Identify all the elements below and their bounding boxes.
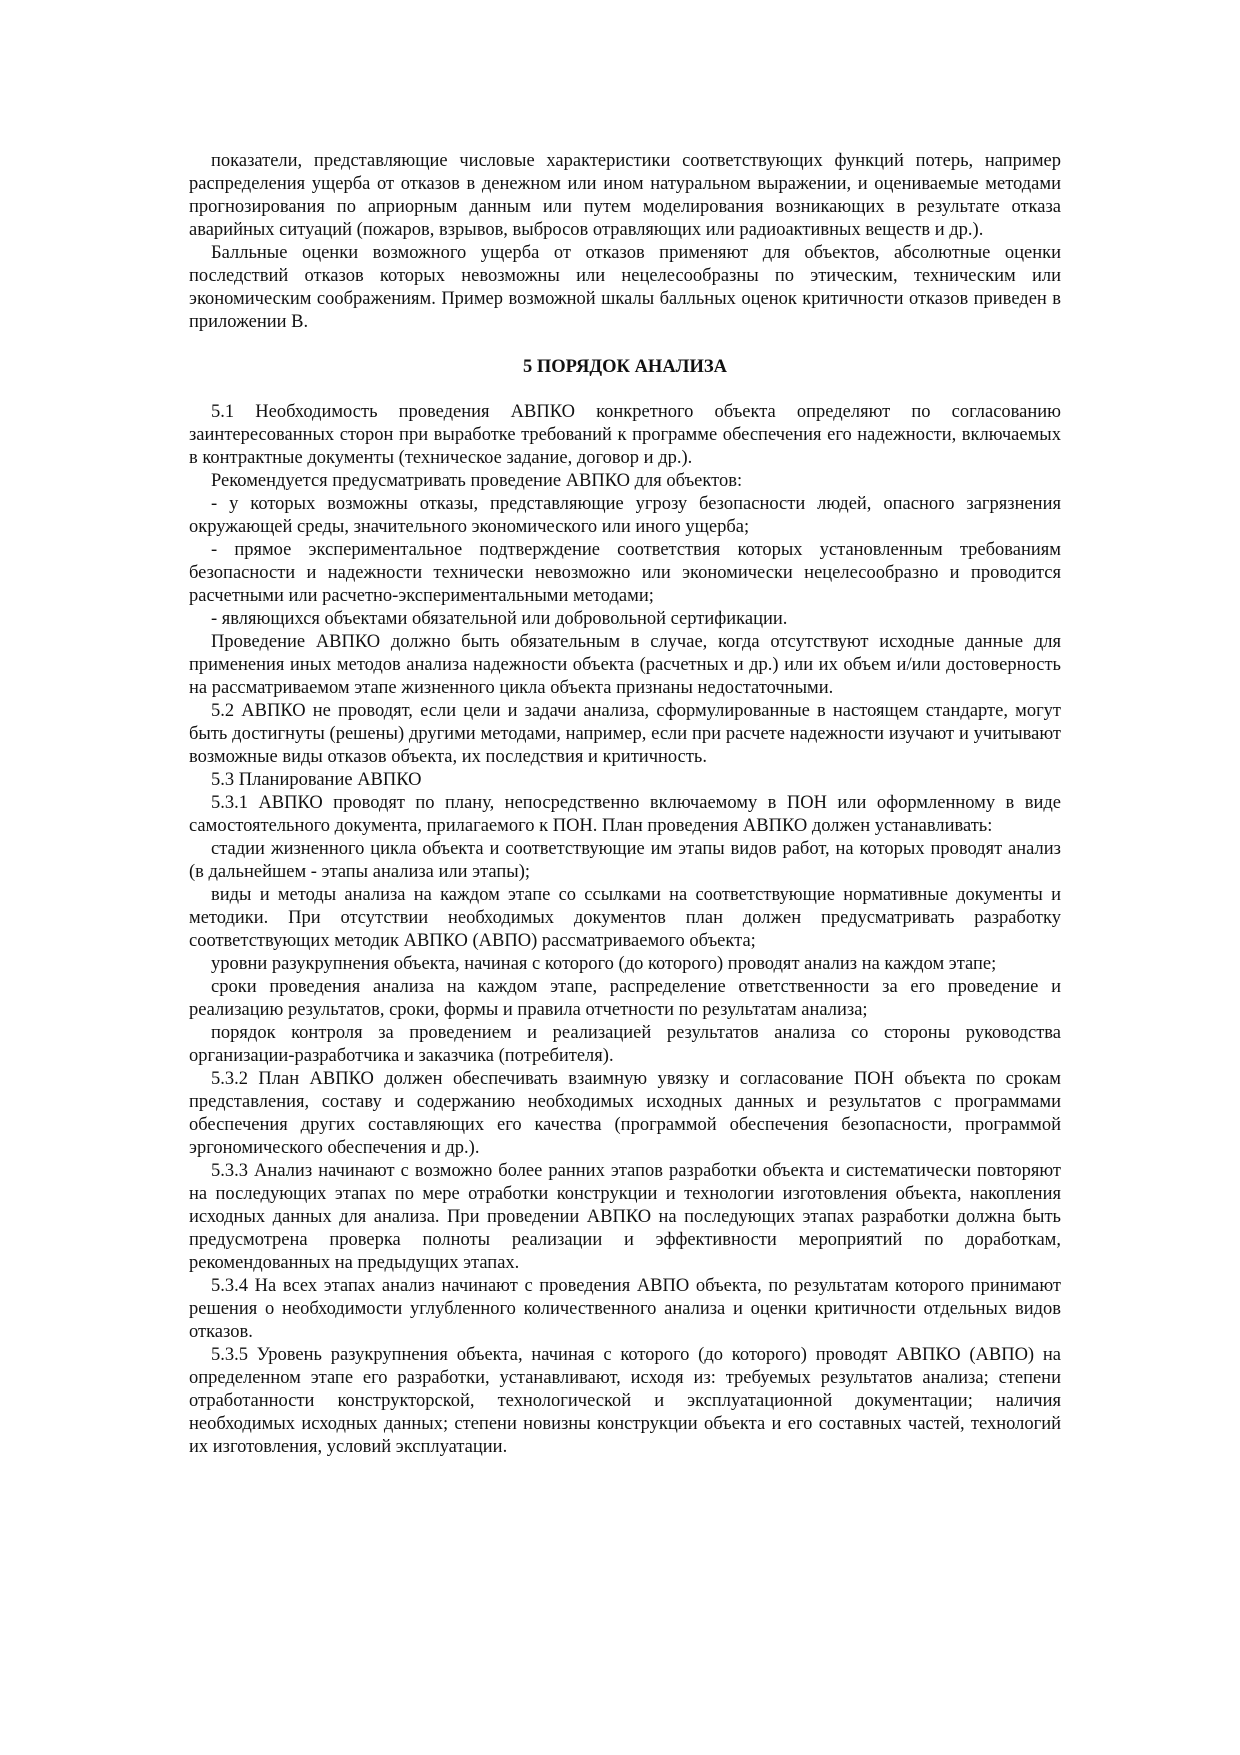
section-heading: 5 ПОРЯДОК АНАЛИЗА [523,357,727,377]
paragraph-5-3-3: 5.3.3 Анализ начинают с возможно более ранних этапов разработки объекта и систематически повторяют на последующих этапах по мере отработки конструкции и технологии изготовления объекта, накопления исходных данных для анализа. При проведении АВПКО на последующих этапах разработки должна быть предусмотрена проверка полноты реализации и эффективности мероприятий по доработкам, рекомендованных на предыдущих этапах. [189,1161,1061,1273]
list-item-control-procedure: порядок контроля за проведением и реализацией результатов анализа со стороны руководства организации-разработчика и заказчика (потребителя). [189,1023,1061,1066]
list-item-experimental-confirmation: - прямое экспериментальное подтверждение соответствия которых установленным требованиям безопасности и надежности технически невозможно или экономически нецелесообразно и проводится расчетными или расчетно-экспериментальными методами; [189,540,1061,606]
paragraph-5-3-1: 5.3.1 АВПКО проводят по плану, непосредственно включаемому в ПОН или оформленному в виде самостоятельного документа, прилагаемого к ПОН. План проведения АВПКО должен устанавливать: [189,793,1061,836]
list-item-decomposition-levels: уровни разукрупнения объекта, начиная с которого (до которого) проводят анализ на каждом этапе; [211,954,997,974]
paragraph-5-1: 5.1 Необходимость проведения АВПКО конкретного объекта определяют по согласованию заинтересованных сторон при выработке требований к программе обеспечения его надежности, включаемых в контрактные документы (техническое задание, договор и др.). [189,402,1061,468]
paragraph-5-2: 5.2 АВПКО не проводят, если цели и задачи анализа, сформулированные в настоящем стандарте, могут быть достигнуты (решены) другими методами, например, если при расчете надежности изучают и учитывают возможные виды отказов объекта, их последствия и критичность. [189,701,1061,767]
list-item-analysis-methods: виды и методы анализа на каждом этапе со ссылками на соответствующие нормативные документы и методики. При отсутствии необходимых документов план должен предусматривать разработку соответствующих методик АВПКО (АВПО) рассматриваемого объекта; [189,885,1061,951]
paragraph-5-3-4: 5.3.4 На всех этапах анализ начинают с проведения АВПО объекта, по результатам которого принимают решения о необходимости углубленного количественного анализа и оценки критичности отдельных видов отказов. [189,1276,1061,1342]
list-item-certification: - являющихся объектами обязательной или добровольной сертификации. [211,609,788,629]
paragraph-5-3-5: 5.3.5 Уровень разукрупнения объекта, начиная с которого (до которого) проводят АВПКО (АВПО) на определенном этапе его разработки, устанавливают, исходя из: требуемых результатов анализа; степени отработанности конструкторской, технологической и эксплуатационной документации; наличия необходимых исходных данных; степени новизны конструкции объекта и его составных частей, технологий их изготовления, условий эксплуатации. [189,1345,1061,1457]
paragraph-5-3: 5.3 Планирование АВПКО [211,770,422,790]
paragraph-recommended: Рекомендуется предусматривать проведение АВПКО для объектов: [211,471,743,491]
list-item-lifecycle-stages: стадии жизненного цикла объекта и соответствующие им этапы видов работ, на которых проводят анализ (в дальнейшем - этапы анализа или этапы); [189,839,1061,882]
document-page [189,150,1061,1459]
list-item-deadlines: сроки проведения анализа на каждом этапе, распределение ответственности за его проведение и реализацию результатов, сроки, формы и правила отчетности по результатам анализа; [189,977,1061,1020]
paragraph-intro-continuation: показатели, представляющие числовые характеристики соответствующих функций потерь, например распределения ущерба от отказов в денежном или ином натуральном выражении, и оцениваемые методами прогнозирования по априорным данным или путем моделирования возникающих в результате отказа аварийных ситуаций (пожаров, взрывов, выбросов отравляющих или радиоактивных веществ и др.). [189,151,1061,240]
paragraph-mandatory-analysis: Проведение АВПКО должно быть обязательным в случае, когда отсутствуют исходные данные для применения иных методов анализа надежности объекта (расчетных и др.) или их объем и/или достоверность на рассматриваемом этапе жизненного цикла объекта признаны недостаточными. [189,632,1061,698]
paragraph-5-3-2: 5.3.2 План АВПКО должен обеспечивать взаимную увязку и согласование ПОН объекта по срокам представления, составу и содержанию необходимых исходных данных и результатов с программами обеспечения других составляющих его качества (программой обеспечения безопасности, программой эргономического обеспечения и др.). [189,1069,1061,1158]
paragraph-point-scores: Балльные оценки возможного ущерба от отказов применяют для объектов, абсолютные оценки последствий отказов которых невозможны или нецелесообразны по этическим, техническим или экономическим соображениям. Пример возможной шкалы балльных оценок критичности отказов приведен в приложении В. [189,243,1061,332]
list-item-hazard-failures: - у которых возможны отказы, представляющие угрозу безопасности людей, опасного загрязнения окружающей среды, значительного экономического или иного ущерба; [189,494,1061,537]
